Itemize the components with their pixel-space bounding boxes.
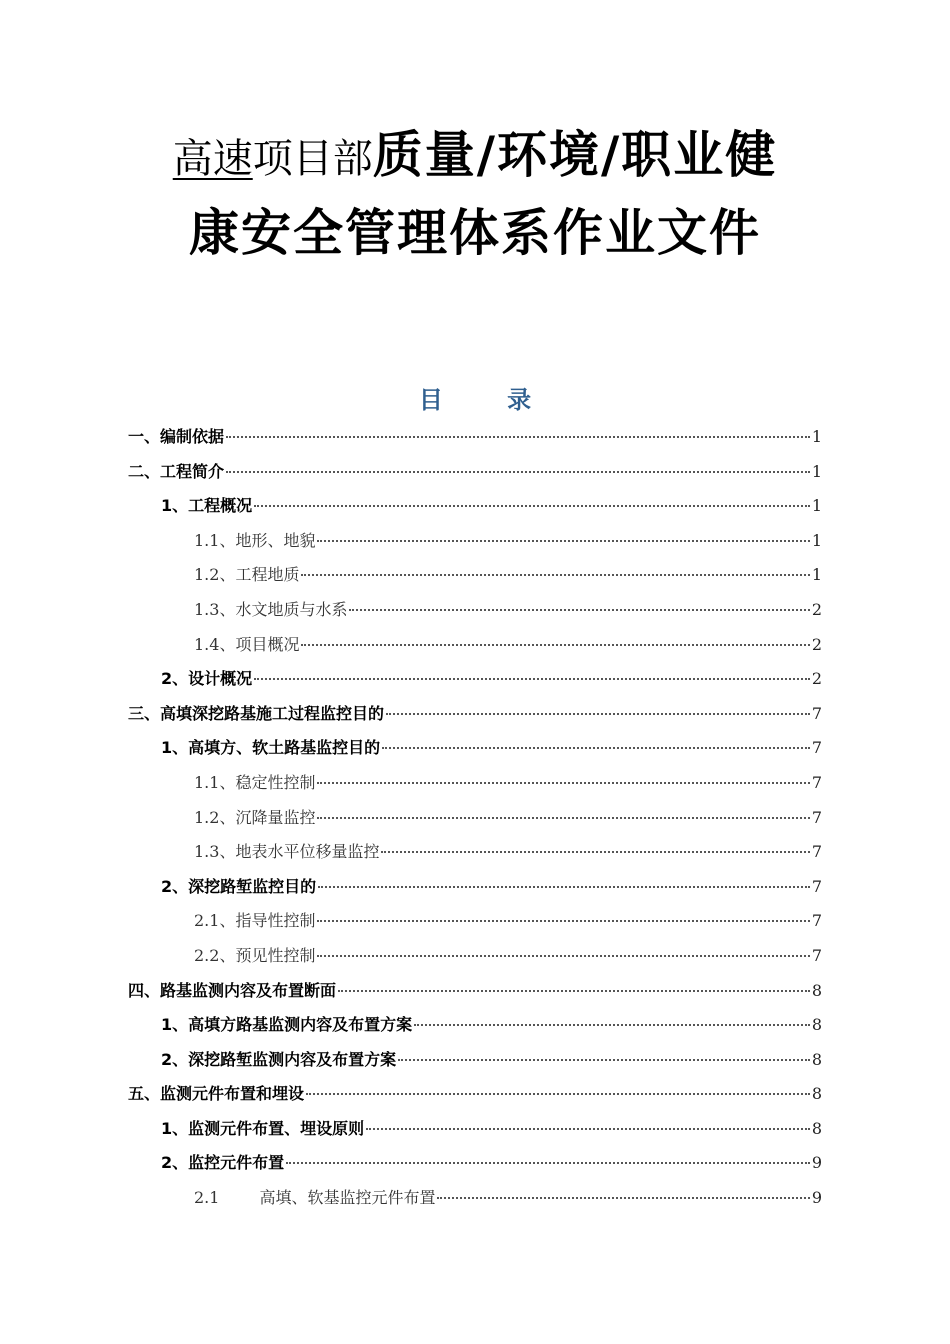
toc-entry-page-number: 8 xyxy=(811,1049,822,1069)
toc-entry-label: 1.1、稳定性控制 xyxy=(194,772,316,792)
toc-entry-label: 1.2、沉降量监控 xyxy=(194,807,316,827)
toc-entry-label: 1、高填方路基监测内容及布置方案 xyxy=(161,1015,413,1035)
toc-entry[interactable] xyxy=(128,632,822,667)
toc-entry-label: 四、路基监测内容及布置断面 xyxy=(128,980,337,1000)
toc-leader-dots xyxy=(254,504,810,507)
title-line-2: 康安全管理体系作业文件 xyxy=(189,204,761,262)
toc-entry-label: 五、监测元件布置和埋设 xyxy=(128,1084,305,1104)
toc-entry[interactable] xyxy=(128,874,822,909)
toc-leader-dots xyxy=(338,989,810,992)
title-line-1 xyxy=(0,118,950,196)
toc-entry[interactable] xyxy=(128,562,822,597)
toc-entry-label: 2、设计概况 xyxy=(161,669,253,689)
toc-entry[interactable] xyxy=(128,459,822,494)
toc-leader-dots xyxy=(317,539,809,542)
toc-leader-dots xyxy=(317,919,809,922)
toc-entry[interactable] xyxy=(128,770,822,805)
toc-entry[interactable] xyxy=(128,908,822,943)
toc-entry[interactable] xyxy=(128,701,822,736)
toc-entry-page-number: 1 xyxy=(811,496,822,516)
toc-entry-page-number: 7 xyxy=(811,876,822,896)
toc-leader-dots xyxy=(286,1161,810,1164)
toc-entry[interactable] xyxy=(128,1150,822,1185)
toc-entry[interactable] xyxy=(128,1185,822,1220)
toc-entry[interactable] xyxy=(128,528,822,563)
toc-heading: 目 录 xyxy=(418,386,560,414)
toc-entry-label: 2、深挖路堑监控目的 xyxy=(161,876,317,896)
toc-entry-label: 三、高填深挖路基施工过程监控目的 xyxy=(128,703,385,723)
toc-entry-page-number: 7 xyxy=(811,772,822,792)
toc-entry-page-number: 1 xyxy=(811,427,822,446)
toc-entry[interactable] xyxy=(128,943,822,978)
toc-leader-dots xyxy=(317,816,809,819)
toc-leader-dots xyxy=(226,470,810,473)
toc-entry-page-number: 2 xyxy=(811,669,822,689)
toc-entry-text: 高填、软基监控元件布置 xyxy=(259,1188,436,1208)
toc-entry[interactable] xyxy=(128,735,822,770)
toc-entry-label: 1.3、地表水平位移量监控 xyxy=(194,842,380,862)
toc-leader-dots xyxy=(349,608,809,611)
title-underlined-text: 高速 xyxy=(172,136,253,182)
toc-leader-dots xyxy=(301,643,809,646)
toc-entry-label: 2、监控元件布置 xyxy=(161,1153,285,1173)
toc-entry-label: 二、工程简介 xyxy=(128,461,225,481)
toc-entry[interactable] xyxy=(128,666,822,701)
toc-entry-page-number: 8 xyxy=(811,1015,822,1035)
toc-entry-label xyxy=(194,1185,435,1208)
toc-entry-page-number: 8 xyxy=(811,1118,822,1138)
toc-entry[interactable] xyxy=(128,1012,822,1047)
toc-entry-page-number: 7 xyxy=(811,738,822,758)
toc-entry-label: 1.2、工程地质 xyxy=(194,565,300,585)
toc-leader-dots xyxy=(301,573,809,576)
title-bold-text: 质量/环境/职业健 xyxy=(372,126,778,184)
toc-leader-dots xyxy=(317,781,809,784)
title-light-text: 项目部 xyxy=(252,136,373,182)
toc-leader-dots xyxy=(386,712,810,715)
toc-leader-dots xyxy=(366,1127,810,1130)
toc-entry-label: 1、监测元件布置、埋设原则 xyxy=(161,1118,365,1138)
toc-leader-dots xyxy=(437,1196,809,1199)
toc-entry-label: 1.3、水文地质与水系 xyxy=(194,599,348,619)
toc-entry-label: 1.1、地形、地貌 xyxy=(194,530,316,550)
toc-entry[interactable] xyxy=(128,978,822,1013)
toc-entry-label: 2.1、指导性控制 xyxy=(194,911,316,931)
toc-entry-label: 一、编制依据 xyxy=(128,427,225,446)
toc-entry[interactable] xyxy=(128,1047,822,1082)
toc-leader-dots xyxy=(317,954,809,957)
toc-leader-dots xyxy=(382,746,810,749)
toc-entry-page-number: 2 xyxy=(811,599,822,619)
toc-leader-dots xyxy=(254,677,810,680)
toc-entry-label: 1、工程概况 xyxy=(161,496,253,516)
toc-entry-page-number: 1 xyxy=(811,530,822,550)
toc-entry[interactable] xyxy=(128,424,822,459)
toc-leader-dots xyxy=(306,1092,810,1095)
toc-entry-page-number: 7 xyxy=(811,703,822,723)
toc-entry-page-number: 1 xyxy=(811,461,822,481)
toc-entry[interactable] xyxy=(128,1116,822,1151)
toc-entry[interactable] xyxy=(128,805,822,840)
toc-leader-dots xyxy=(318,885,810,888)
toc-entry-label: 1.4、项目概况 xyxy=(194,634,300,654)
toc-entry[interactable] xyxy=(128,597,822,632)
toc-entry-number: 2.1 xyxy=(194,1188,220,1208)
toc-entry[interactable] xyxy=(128,839,822,874)
document-title xyxy=(0,118,950,270)
toc-entry-page-number: 9 xyxy=(811,1153,822,1173)
toc-entry-label: 2、深挖路堑监测内容及布置方案 xyxy=(161,1049,397,1069)
toc-entry[interactable] xyxy=(128,1081,822,1116)
toc-leader-dots xyxy=(414,1023,810,1026)
toc-entry-label: 1、高填方、软土路基监控目的 xyxy=(161,738,381,758)
toc-entry-page-number: 7 xyxy=(811,842,822,862)
toc-entry-page-number: 7 xyxy=(811,945,822,965)
toc-entry-page-number: 8 xyxy=(811,1084,822,1104)
toc-leader-dots xyxy=(381,850,809,853)
toc-entry-page-number: 7 xyxy=(811,911,822,931)
toc-entry[interactable] xyxy=(128,493,822,528)
toc-entry-page-number: 7 xyxy=(811,807,822,827)
toc-entry-page-number: 1 xyxy=(811,565,822,585)
table-of-contents xyxy=(128,424,822,1220)
toc-leader-dots xyxy=(398,1058,810,1061)
toc-entry-label: 2.2、预见性控制 xyxy=(194,945,316,965)
toc-entry-page-number: 2 xyxy=(811,634,822,654)
toc-entry-page-number: 9 xyxy=(811,1188,822,1208)
toc-entry-page-number: 8 xyxy=(811,980,822,1000)
toc-leader-dots xyxy=(226,435,810,438)
